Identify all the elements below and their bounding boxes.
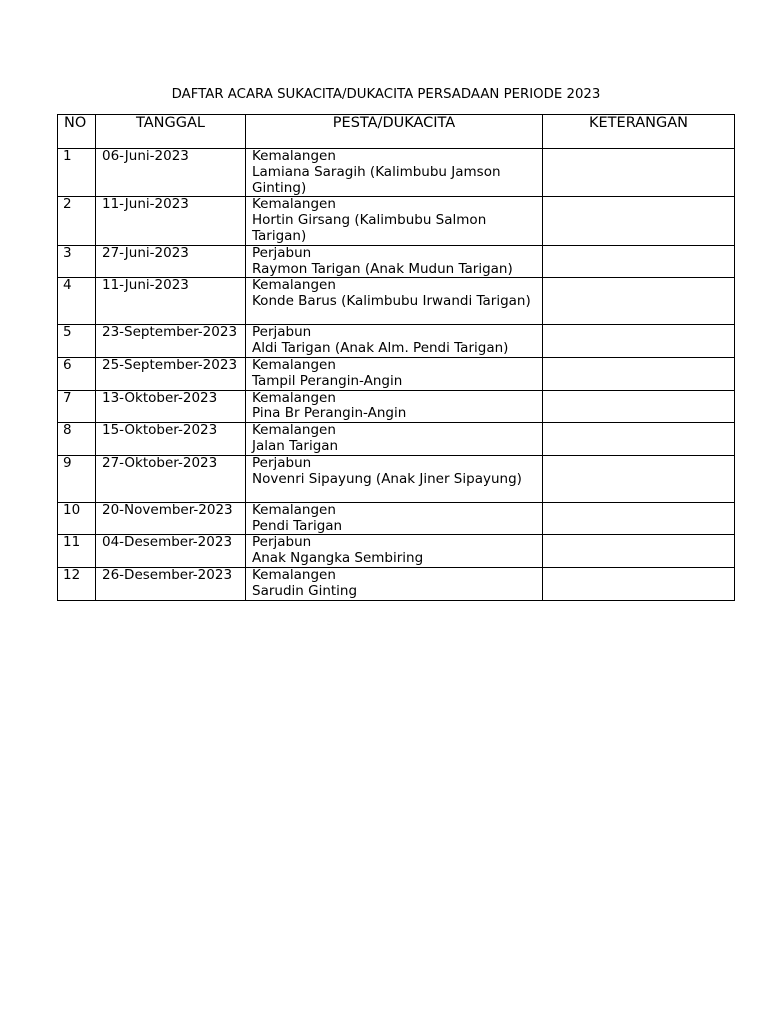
cell-pesta [246,535,543,568]
cell-pesta [246,455,543,502]
cell-no: 1 [58,149,96,197]
cell-pesta [246,357,543,390]
cell-keterangan [543,390,735,423]
cell-tanggal: 11-Juni-2023 [96,197,246,245]
cell-keterangan [543,149,735,197]
header-keterangan: KETERANGAN [543,115,735,149]
cell-no: 12 [58,567,96,600]
cell-no: 11 [58,535,96,568]
event-type: Kemalangen [252,422,336,439]
event-name: Aldi Tarigan (Anak Alm. Pendi Tarigan) [252,340,509,357]
cell-no: 7 [58,390,96,423]
event-type: Perjabun [252,244,312,261]
table-row [58,149,735,197]
cell-tanggal: 23-September-2023 [96,325,246,358]
cell-keterangan [543,502,735,535]
cell-keterangan [543,567,735,600]
cell-keterangan [543,278,735,325]
table-row [58,455,735,502]
cell-tanggal: 04-Desember-2023 [96,535,246,568]
event-type: Kemalangen [252,566,336,583]
cell-tanggal: 27-Oktober-2023 [96,455,246,502]
event-type: Kemalangen [252,356,336,373]
event-name: Hortin Girsang (Kalimbubu Salmon Tarigan) [252,212,487,244]
event-type: Kemalangen [252,196,336,213]
cell-tanggal: 13-Oktober-2023 [96,390,246,423]
cell-tanggal: 26-Desember-2023 [96,567,246,600]
cell-tanggal: 27-Juni-2023 [96,245,246,278]
event-type: Kemalangen [252,148,336,164]
header-tanggal: TANGGAL [96,115,246,149]
document-title: DAFTAR ACARA SUKACITA/DUKACITA PERSADAAN PERIODE 2023 [171,87,601,102]
table-row [58,278,735,325]
table-row [58,245,735,278]
cell-tanggal: 25-September-2023 [96,357,246,390]
cell-keterangan [543,423,735,456]
cell-tanggal: 15-Oktober-2023 [96,423,246,456]
cell-keterangan [543,325,735,358]
cell-no: 4 [58,278,96,325]
table-row [58,535,735,568]
event-type: Kemalangen [252,501,336,518]
cell-no: 10 [58,502,96,535]
table-row [58,390,735,423]
table-row [58,197,735,245]
event-name: Pina Br Perangin-Angin [252,405,407,422]
cell-no: 8 [58,423,96,456]
event-name: Sarudin Ginting [252,582,358,599]
event-name: Novenri Sipayung (Anak Jiner Sipayung) [252,470,522,487]
event-name: Lamiana Saragih (Kalimbubu Jamson Ginting) [252,163,501,196]
event-name: Pendi Tarigan [252,517,343,534]
event-type: Kemalangen [252,277,336,294]
event-type: Perjabun [252,454,312,471]
events-table [57,114,735,601]
table-row [58,357,735,390]
event-name: Jalan Tarigan [252,437,339,454]
cell-pesta [246,502,543,535]
cell-keterangan [543,357,735,390]
cell-no: 9 [58,455,96,502]
cell-tanggal: 06-Juni-2023 [96,149,246,197]
event-name: Tampil Perangin-Angin [252,372,403,389]
cell-pesta [246,567,543,600]
table-row [58,502,735,535]
cell-pesta [246,423,543,456]
cell-tanggal: 20-November-2023 [96,502,246,535]
event-type: Perjabun [252,324,312,341]
event-name: Raymon Tarigan (Anak Mudun Tarigan) [252,260,513,277]
cell-pesta [246,245,543,278]
table-row [58,567,735,600]
cell-pesta [246,325,543,358]
table-row [58,423,735,456]
cell-keterangan [543,245,735,278]
cell-keterangan [543,535,735,568]
cell-no: 5 [58,325,96,358]
cell-pesta [246,278,543,325]
header-pesta: PESTA/DUKACITA [246,115,543,149]
cell-pesta [246,149,543,197]
event-name: Anak Ngangka Sembiring [252,550,424,567]
cell-tanggal: 11-Juni-2023 [96,278,246,325]
cell-no: 6 [58,357,96,390]
table-row [58,325,735,358]
header-no: NO [58,115,96,149]
event-name: Konde Barus (Kalimbubu Irwandi Tarigan) [252,293,531,310]
table-header-row [58,115,735,149]
cell-no: 3 [58,245,96,278]
cell-pesta [246,197,543,245]
event-type: Kemalangen [252,389,336,406]
event-type: Perjabun [252,534,312,551]
cell-keterangan [543,197,735,245]
cell-pesta [246,390,543,423]
cell-keterangan [543,455,735,502]
cell-no: 2 [58,197,96,245]
